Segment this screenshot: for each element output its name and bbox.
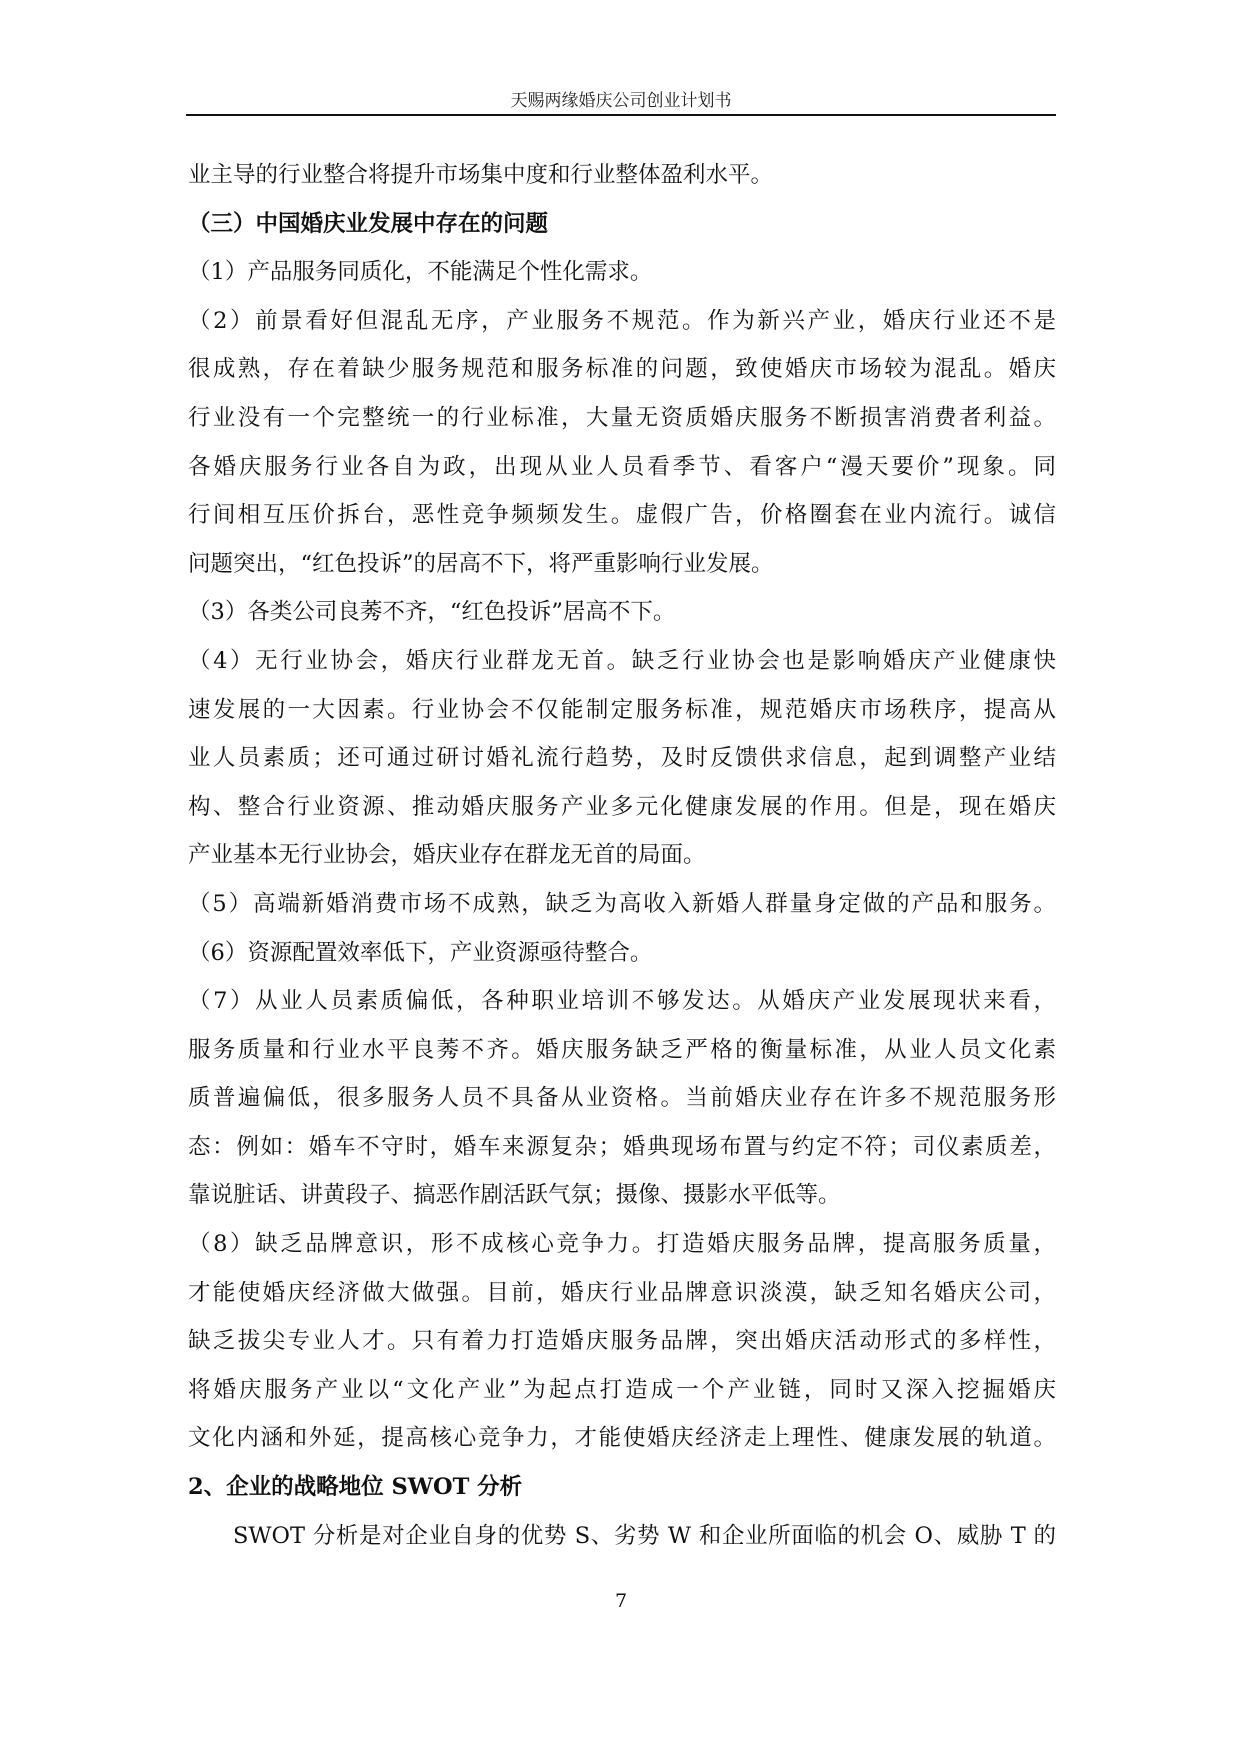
body-text: [188, 151, 1056, 1560]
text-line: 速发展的一大因素。行业协会不仅能制定服务标准，规范婚庆市场秩序，提高从: [188, 696, 1056, 723]
section-heading: （三）中国婚庆业发展中存在的问题: [188, 210, 549, 237]
text-line: 靠说脏话、讲黄段子、搞恶作剧活跃气氛；摄像、摄影水平低等。: [188, 1182, 841, 1209]
list-item-8: （8）缺乏品牌意识，形不成核心竞争力。打造婚庆服务品牌，提高服务质量，: [188, 1231, 1056, 1258]
text-line: 将婚庆服务产业以“文化产业”为起点打造成一个产业链，同时又深入挖掘婚庆: [188, 1376, 1056, 1403]
text-line: 各婚庆服务行业各自为政，出现从业人员看季节、看客户“漫天要价”现象。同: [188, 453, 1056, 480]
text-line: 质普遍偏低，很多服务人员不具备从业资格。当前婚庆业存在许多不规范服务形: [188, 1085, 1056, 1112]
list-item-2: （2）前景看好但混乱无序，产业服务不规范。作为新兴产业，婚庆行业还不是: [188, 307, 1056, 334]
paragraph-start: SWOT 分析是对企业自身的优势 S、劣势 W 和企业所面临的机会 O、威胁 T 的: [233, 1522, 1056, 1549]
header-divider: [186, 114, 1056, 116]
list-item-6: （6）资源配置效率低下，产业资源亟待整合。: [188, 939, 653, 966]
text-line: 行间相互压价拆台，恶性竞争频频发生。虚假广告，价格圈套在业内流行。诚信: [188, 502, 1056, 529]
running-header: 天赐两缘婚庆公司创业计划书: [510, 91, 732, 111]
section-heading: 2、企业的战略地位 SWOT 分析: [188, 1474, 523, 1501]
text-line: 很成熟，存在着缺少服务规范和服务标准的问题，致使婚庆市场较为混乱。婚庆: [188, 356, 1056, 383]
list-item-7: （7）从业人员素质偏低，各种职业培训不够发达。从婚庆产业发展现状来看，: [188, 988, 1056, 1015]
page-number: 7: [614, 1590, 628, 1612]
text-line: 缺乏拔尖专业人才。只有着力打造婚庆服务品牌，突出婚庆活动形式的多样性，: [188, 1328, 1056, 1355]
text-line: 产业基本无行业协会，婚庆业存在群龙无首的局面。: [188, 842, 706, 869]
text-line: 行业没有一个完整统一的行业标准，大量无资质婚庆服务不断损害消费者利益。: [188, 404, 1056, 431]
text-line: 业人员素质；还可通过研讨婚礼流行趋势，及时反馈供求信息，起到调整产业结: [188, 745, 1056, 772]
text-line: 文化内涵和外延，提高核心竞争力，才能使婚庆经济走上理性、健康发展的轨道。: [188, 1425, 1056, 1452]
text-line: 服务质量和行业水平良莠不齐。婚庆服务缺乏严格的衡量标准，从业人员文化素: [188, 1036, 1056, 1063]
text-line: 才能使婚庆经济做大做强。目前，婚庆行业品牌意识淡漠，缺乏知名婚庆公司，: [188, 1279, 1056, 1306]
text-line: 业主导的行业整合将提升市场集中度和行业整体盈利水平。: [188, 162, 774, 188]
list-item-3: （3）各类公司良莠不齐，“红色投诉”居高不下。: [188, 599, 676, 626]
text-line: 问题突出，“红色投诉”的居高不下，将严重影响行业发展。: [188, 550, 774, 577]
list-item-5: （5）高端新婚消费市场不成熟，缺乏为高收入新婚人群量身定做的产品和服务。: [188, 890, 1056, 917]
list-item-1: （1）产品服务同质化，不能满足个性化需求。: [188, 259, 653, 286]
text-line: 态：例如：婚车不守时，婚车来源复杂；婚典现场布置与约定不符；司仪素质差，: [188, 1133, 1056, 1160]
list-item-4: （4）无行业协会，婚庆行业群龙无首。缺乏行业协会也是影响婚庆产业健康快: [188, 647, 1056, 674]
text-line: 构、整合行业资源、推动婚庆服务产业多元化健康发展的作用。但是，现在婚庆: [188, 793, 1056, 820]
